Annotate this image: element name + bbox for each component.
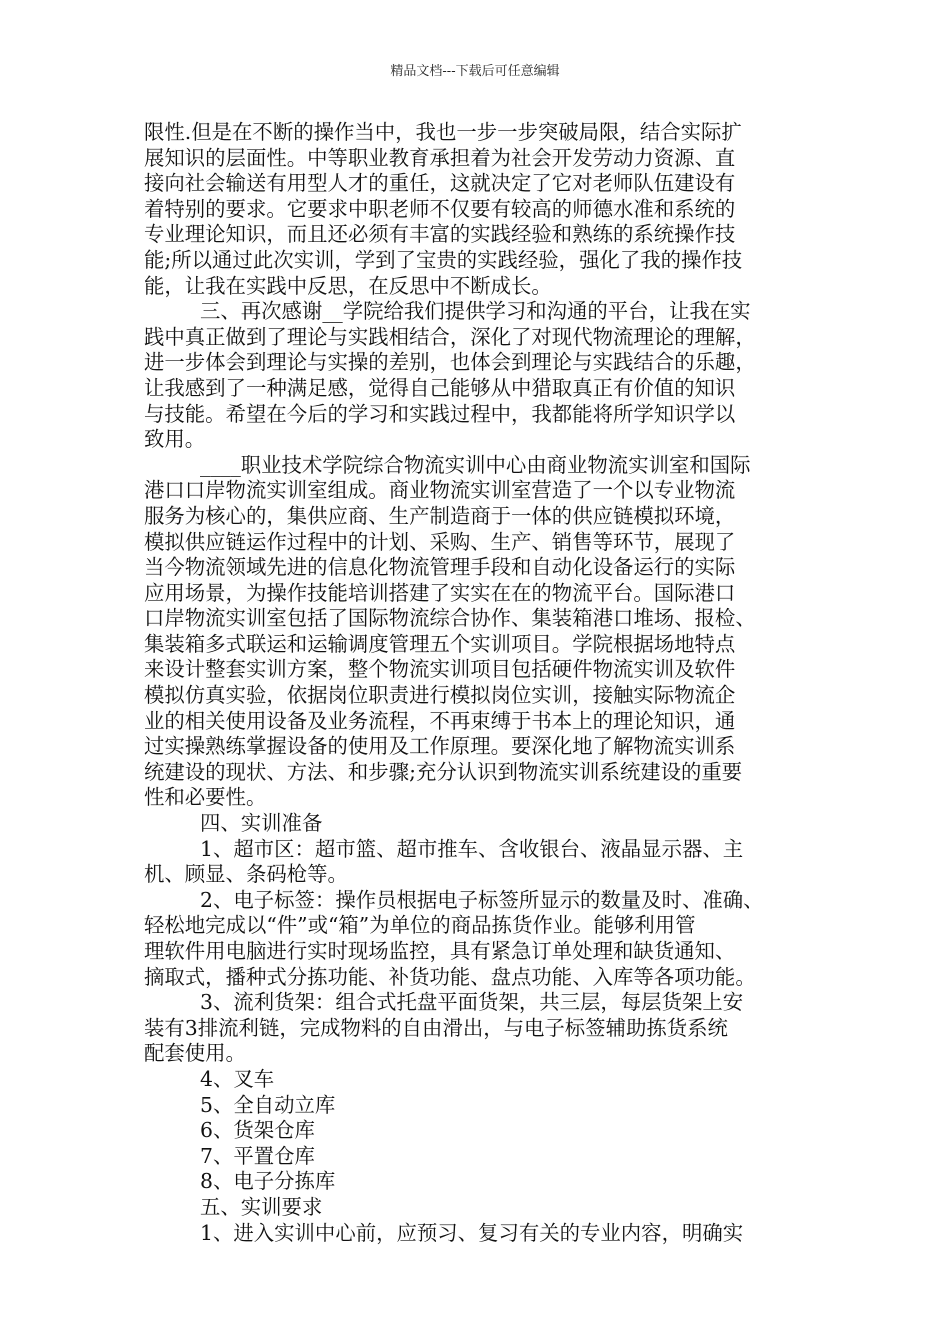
text-line: 着特别的要求。它要求中职老师不仅要有较高的师德水准和系统的 [144, 196, 736, 221]
text-line: 展知识的层面性。中等职业教育承担着为社会开发劳动力资源、直 [144, 145, 736, 170]
text-line: 摘取式，播种式分拣功能、补货功能、盘点功能、入库等各项功能。 [144, 964, 756, 989]
text-line: 7、平置仓库 [200, 1143, 315, 1168]
text-line: 8、电子分拣库 [200, 1169, 336, 1194]
text-line: 模拟供应链运作过程中的计划、采购、生产、销售等环节，展现了 [144, 529, 736, 554]
text-line: 当今物流领域先进的信息化物流管理手段和自动化设备运行的实际 [144, 555, 736, 580]
text-line: 配套使用。 [144, 1041, 246, 1066]
text-line: 四、实训准备 [200, 811, 323, 836]
text-line: 让我感到了一种满足感，觉得自己能够从中猎取真正有价值的知识 [144, 375, 736, 400]
text-line: 装有3排流利链，完成物料的自由滑出，与电子标签辅助拣货系统 [144, 1015, 728, 1040]
text-line: 2、电子标签：操作员根据电子标签所显示的数量及时、准确、 [200, 887, 764, 912]
text-line: 服务为核心的，集供应商、生产制造商于一体的供应链模拟环境， [144, 503, 736, 528]
text-line: 1、进入实训中心前，应预习、复习有关的专业内容，明确实 [200, 1220, 744, 1245]
text-line: 与技能。希望在今后的学习和实践过程中，我都能将所学知识学以 [144, 401, 736, 426]
text-line: 轻松地完成以“件”或“箱”为单位的商品拣货作业。能够利用管 [144, 913, 696, 938]
text-line: 模拟仿真实验，依据岗位职责进行模拟岗位实训，接触实际物流企 [144, 683, 736, 708]
document-body [144, 120, 808, 1246]
text-line: ____职业技术学院综合物流实训中心由商业物流实训室和国际 [200, 452, 751, 477]
text-line: 理软件用电脑进行实时现场监控，具有紧急订单处理和缺货通知、 [144, 939, 736, 963]
text-line: 过实操熟练掌握设备的使用及工作原理。要深化地了解物流实训系 [144, 734, 736, 759]
text-line: 接向社会输送有用型人才的重任，这就决定了它对老师队伍建设有 [144, 171, 736, 196]
text-line: 能;所以通过此次实训，学到了宝贵的实践经验，强化了我的操作技 [144, 247, 743, 272]
text-line: 限性.但是在不断的操作当中，我也一步一步突破局限，结合实际扩 [144, 120, 742, 144]
text-line: 能，让我在实践中反思，在反思中不断成长。 [144, 273, 552, 298]
text-line: 1、超市区：超市篮、超市推车、含收银台、液晶显示器、主 [200, 836, 744, 861]
text-line: 进一步体会到理论与实操的差别，也体会到理论与实践结合的乐趣， [144, 350, 756, 375]
text-line: 统建设的现状、方法、和步骤;充分认识到物流实训系统建设的重要 [144, 759, 743, 784]
text-line: 应用场景，为操作技能培训搭建了实实在在的物流平台。国际港口 [144, 580, 736, 605]
text-line: 港口口岸物流实训室组成。商业物流实训室营造了一个以专业物流 [144, 478, 736, 503]
text-line: 机、顾显、条码枪等。 [144, 862, 348, 887]
text-line: 五、实训要求 [200, 1194, 323, 1219]
text-line: 集装箱多式联运和运输调度管理五个实训项目。学院根据场地特点 [144, 631, 736, 656]
text-line: 性和必要性。 [144, 785, 267, 810]
text-line: 口岸物流实训室包括了国际物流综合协作、集装箱港口堆场、报检、 [144, 606, 756, 631]
text-line: 来设计整套实训方案，整个物流实训项目包括硬件物流实训及软件 [144, 657, 736, 682]
text-line: 致用。 [144, 427, 206, 452]
text-line: 4、叉车 [200, 1066, 275, 1091]
page-header: 精品文档---下载后可任意编辑 [390, 64, 560, 79]
text-line: 业的相关使用设备及业务流程，不再束缚于书本上的理论知识，通 [144, 708, 736, 733]
text-line: 6、货架仓库 [200, 1118, 315, 1143]
text-line: 专业理论知识，而且还必须有丰富的实践经验和熟练的系统操作技 [144, 222, 736, 247]
text-line: 践中真正做到了理论与实践相结合，深化了对现代物流理论的理解， [144, 324, 756, 349]
text-line: 3、流利货架：组合式托盘平面货架，共三层，每层货架上安 [200, 990, 744, 1015]
text-line: 三、再次感谢__学院给我们提供学习和沟通的平台，让我在实 [200, 299, 751, 324]
text-line: 5、全自动立库 [200, 1092, 336, 1117]
